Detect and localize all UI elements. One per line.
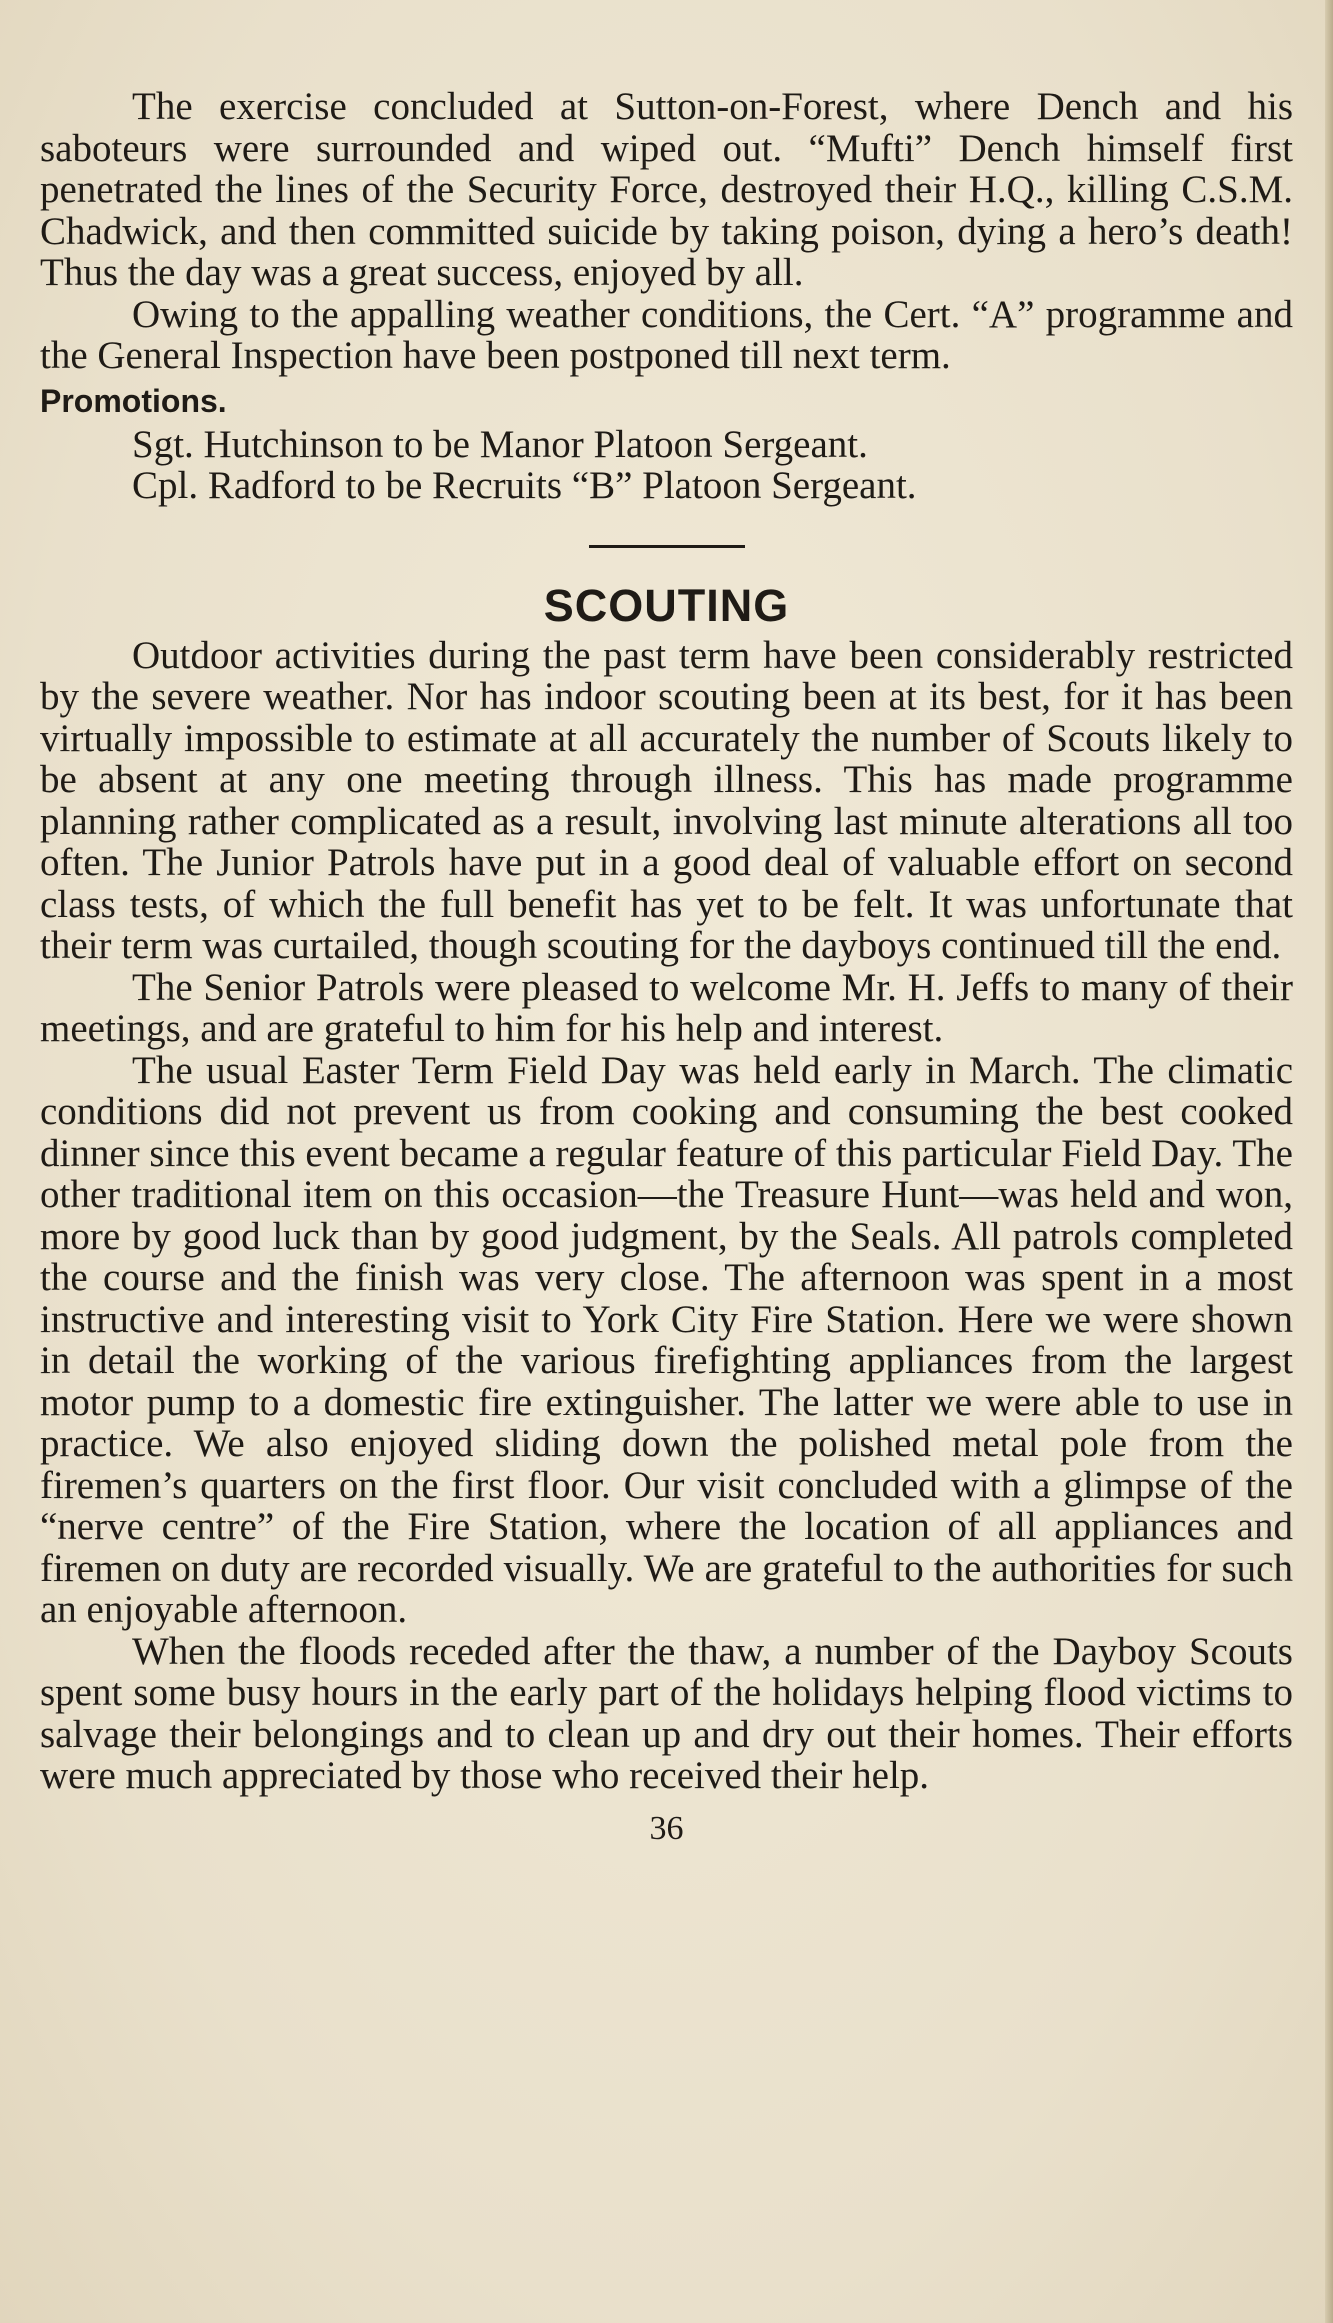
page-number: 36 [649, 1809, 684, 1847]
section-divider [589, 545, 745, 548]
intro-paragraph: The exercise concluded at Sutton-on-Forest, where Dench and his saboteurs were surrounded and wiped out. “Mufti” Dench himself first penetrated the lines of the Security Force, destroyed their H.Q., killing C.S.M. Chadwick, and then committed suicide by taking poison, dying a hero’s death! Thus the day was a great success, enjoyed by all. [40, 85, 1293, 294]
scouting-paragraph: Outdoor activities during the past term have been considerably restricted by the severe weather. Nor has indoor scouting been at its best, for it has been virtually impossible to estimate at all accurately the number of Scouts likely to be absent at any one meeting through illness. This has made programme planning rather complicated as a result, involving last minute alterations all too often. The Junior Patrols have put in a good deal of valuable effort on second class tests, of which the full benefit has yet to be felt. It was unfortunate that their term was curtailed, though scouting for the dayboys continued till the end. [40, 633, 1293, 967]
section-title: SCOUTING [543, 579, 790, 631]
promotions-heading: Promotions. [40, 382, 227, 419]
promotion-item: Sgt. Hutchinson to be Manor Platoon Sergeant. [132, 422, 868, 466]
intro-paragraph: Owing to the appalling weather conditions, the Cert. “A” programme and the General Inspection have been postponed till next term. [40, 292, 1293, 377]
scouting-paragraph: The usual Easter Term Field Day was held early in March. The climatic conditions did not prevent us from cooking and consuming the best cooked dinner since this event became a regular feature of this particular Field Day. The other traditional item on this occasion—the Treasure Hunt—was held and won, more by good luck than by good judgment, by the Seals. All patrols completed the course and the finish was very close. The afternoon was spent in a most instructive and interesting visit to York City Fire Station. Here we were shown in detail the working of the various firefighting appliances from the largest motor pump to a domestic fire extinguisher. The latter we were able to use in practice. We also enjoyed sliding down the polished metal pole from the firemen’s quarters on the first floor. Our visit concluded with a glimpse of the “nerve centre” of the Fire Station, where the location of all appliances and firemen on duty are recorded visually. We are grateful to the authorities for such an enjoyable afternoon. [40, 1048, 1293, 1631]
promotion-item: Cpl. Radford to be Recruits “B” Platoon Sergeant. [132, 464, 917, 507]
page-content [40, 86, 1293, 1849]
scouting-paragraph: The Senior Patrols were pleased to welcome Mr. H. Jeffs to many of their meetings, and are grateful to him for his help and interest. [40, 965, 1293, 1050]
scouting-paragraph: When the floods receded after the thaw, a number of the Dayboy Scouts spent some busy hours in the early part of the holidays helping flood victims to salvage their belongings and to clean up and dry out their homes. Their efforts were much appreciated by those who received their help. [40, 1629, 1293, 1797]
promotions-list [40, 424, 1293, 507]
page-edge [1325, 0, 1333, 2323]
